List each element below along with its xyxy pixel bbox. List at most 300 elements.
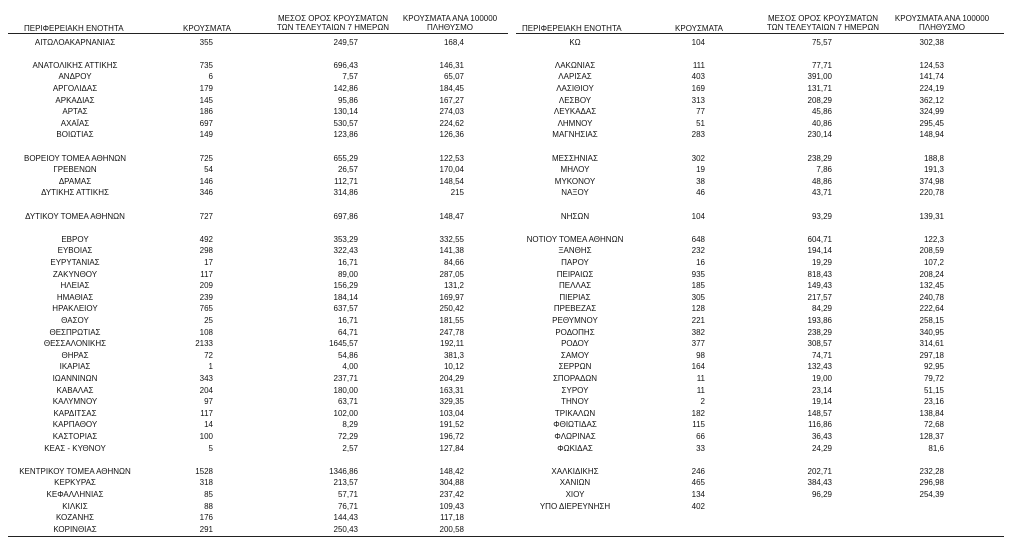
right-header-per	[884, 14, 1000, 32]
avg-value: 8,29	[342, 420, 358, 430]
per-100k-value: 148,94	[919, 130, 944, 140]
cases-value: 33	[696, 443, 705, 453]
left-header-avg-line2: ΤΩΝ ΤΕΛΕΥΤΑΙΩΝ 7 ΗΜΕΡΩΝ	[276, 23, 390, 32]
avg-value: 19,14	[811, 397, 832, 407]
cases-value: 77	[696, 107, 705, 117]
region-name: ΦΘΙΩΤΙΔΑΣ	[553, 420, 597, 430]
avg-value: 180,00	[333, 385, 358, 395]
cases-value: 402	[691, 501, 705, 511]
region-name: ΒΟΙΩΤΙΑΣ	[56, 130, 94, 140]
cases-value: 164	[691, 362, 705, 372]
table-row	[0, 385, 1010, 396]
table-row	[0, 187, 1010, 198]
cases-value: 232	[691, 246, 705, 256]
region-name: ΜΥΚΟΝΟΥ	[554, 176, 596, 186]
cases-value: 186	[199, 107, 213, 117]
cases-value: 377	[691, 339, 705, 349]
avg-value: 77,71	[811, 60, 832, 70]
cases-value: 72	[204, 350, 213, 360]
cases-value: 104	[691, 37, 705, 47]
region-name: ΦΛΩΡΙΝΑΣ	[554, 431, 596, 441]
per-100k-value: 10,12	[443, 362, 464, 372]
cases-value: 25	[204, 315, 213, 325]
table-row	[0, 327, 1010, 338]
cases-value: 51	[696, 118, 705, 128]
avg-value: 123,86	[333, 130, 358, 140]
bottom-rule	[8, 536, 1004, 537]
per-100k-value: 208,59	[919, 246, 944, 256]
cases-value: 182	[691, 408, 705, 418]
avg-value: 238,29	[807, 327, 832, 337]
table-row	[0, 153, 1010, 164]
cases-value: 355	[199, 37, 213, 47]
table-row	[0, 257, 1010, 268]
left-header-rule	[8, 33, 508, 34]
region-name: ΥΠΟ ΔΙΕΡΕΥΝΗΣΗ	[539, 501, 611, 511]
left-header-per-line1: ΚΡΟΥΣΜΑΤΑ ΑΝΑ 100000	[402, 14, 498, 23]
table-row	[0, 234, 1010, 245]
region-name: ΧΑΛΚΙΔΙΚΗΣ	[551, 466, 599, 476]
region-name: ΞΑΝΘΗΣ	[558, 246, 592, 256]
cases-value: 725	[199, 153, 213, 163]
table-row	[0, 431, 1010, 442]
per-100k-value: 107,2	[923, 257, 944, 267]
avg-value: 93,29	[811, 211, 832, 221]
region-name: ΚΑΛΥΜΝΟΥ	[52, 397, 98, 407]
avg-value: 697,86	[333, 211, 358, 221]
region-name: ΚΕΝΤΡΙΚΟΥ ΤΟΜΕΑ ΑΘΗΝΩΝ	[19, 466, 131, 476]
cases-value: 5	[208, 443, 213, 453]
per-100k-value: 191,52	[439, 420, 464, 430]
right-header-avg	[758, 14, 888, 32]
cases-value: 111	[692, 60, 705, 70]
cases-value: 117	[200, 269, 213, 279]
right-header-avg-line1: ΜΕΣΟΣ ΟΡΟΣ ΚΡΟΥΣΜΑΤΩΝ	[767, 14, 879, 23]
region-name: ΑΡΤΑΣ	[62, 107, 88, 117]
region-name: ΑΧΑΪΑΣ	[60, 118, 90, 128]
avg-value: 149,43	[807, 281, 832, 291]
cases-value: 302	[691, 153, 705, 163]
cases-value: 185	[691, 281, 705, 291]
cases-value: 38	[696, 176, 705, 186]
avg-value: 19,00	[811, 373, 832, 383]
table-row	[0, 71, 1010, 82]
table-row	[0, 419, 1010, 430]
avg-value: 308,57	[807, 339, 832, 349]
per-100k-value: 169,97	[439, 292, 464, 302]
table-row	[0, 443, 1010, 454]
avg-value: 95,86	[337, 95, 358, 105]
avg-value: 24,29	[811, 443, 832, 453]
table-row	[0, 95, 1010, 106]
avg-value: 237,71	[333, 373, 358, 383]
per-100k-value: 138,84	[919, 408, 944, 418]
per-100k-value: 131,2	[443, 281, 464, 291]
region-name: ΚΩ	[569, 37, 581, 47]
per-100k-value: 304,88	[439, 478, 464, 488]
avg-value: 76,71	[337, 501, 358, 511]
per-100k-value: 204,29	[439, 373, 464, 383]
region-name: ΕΥΡΥΤΑΝΙΑΣ	[50, 257, 100, 267]
per-100k-value: 297,18	[919, 350, 944, 360]
cases-value: 1	[208, 362, 213, 372]
cases-value: 648	[691, 234, 705, 244]
avg-value: 23,14	[811, 385, 832, 395]
cases-value: 291	[199, 524, 213, 534]
per-100k-value: 84,66	[443, 257, 464, 267]
per-100k-value: 128,37	[919, 431, 944, 441]
region-name: ΗΜΑΘΙΑΣ	[56, 292, 94, 302]
per-100k-value: 374,98	[919, 176, 944, 186]
region-name: ΑΡΚΑΔΙΑΣ	[55, 95, 95, 105]
right-header-avg-line2: ΤΩΝ ΤΕΛΕΥΤΑΙΩΝ 7 ΗΜΕΡΩΝ	[766, 23, 880, 32]
table-row	[0, 303, 1010, 314]
cases-value: 343	[199, 373, 213, 383]
cases-value: 735	[199, 60, 213, 70]
cases-value: 19	[696, 165, 705, 175]
avg-value: 64,71	[337, 327, 358, 337]
cases-value: 298	[199, 246, 213, 256]
region-name: ΠΡΕΒΕΖΑΣ	[553, 304, 597, 314]
cases-value: 145	[199, 95, 213, 105]
avg-value: 43,71	[811, 188, 832, 198]
avg-value: 217,57	[807, 292, 832, 302]
region-name: ΗΡΑΚΛΕΙΟΥ	[52, 304, 98, 314]
region-name: ΡΕΘΥΜΝΟΥ	[552, 315, 598, 325]
avg-value: 45,86	[811, 107, 832, 117]
region-name: ΤΡΙΚΑΛΩΝ	[554, 408, 596, 418]
avg-value: 26,57	[337, 165, 358, 175]
per-100k-value: 232,28	[919, 466, 944, 476]
table-row	[0, 361, 1010, 372]
region-name: ΧΑΝΙΩΝ	[559, 478, 591, 488]
region-name: ΝΑΞΟΥ	[561, 188, 589, 198]
per-100k-value: 381,3	[443, 350, 464, 360]
per-100k-value: 72,68	[923, 420, 944, 430]
cases-value: 221	[691, 315, 705, 325]
cases-value: 16	[696, 257, 705, 267]
cases-value: 134	[691, 489, 705, 499]
cases-value: 11	[696, 385, 705, 395]
per-100k-value: 51,15	[923, 385, 944, 395]
avg-value: 116,86	[808, 420, 832, 430]
cases-value: 935	[691, 269, 705, 279]
region-name: ΘΗΡΑΣ	[61, 350, 89, 360]
per-100k-value: 220,78	[919, 188, 944, 198]
table-row	[0, 501, 1010, 512]
region-name: ΑΡΓΟΛΙΔΑΣ	[52, 83, 98, 93]
region-name: ΚΟΡΙΝΘΙΑΣ	[53, 524, 97, 534]
region-name: ΡΟΔΟΠΗΣ	[555, 327, 595, 337]
cases-value: 169	[691, 83, 705, 93]
avg-value: 238,29	[807, 153, 832, 163]
per-100k-value: 170,04	[439, 165, 464, 175]
avg-value: 4,00	[342, 362, 358, 372]
table-row	[0, 176, 1010, 187]
left-header-avg-line1: ΜΕΣΟΣ ΟΡΟΣ ΚΡΟΥΣΜΑΤΩΝ	[277, 14, 389, 23]
table-row	[0, 129, 1010, 140]
cases-value: 11	[696, 373, 705, 383]
avg-value: 391,00	[807, 72, 832, 82]
avg-value: 63,71	[337, 397, 358, 407]
region-name: ΚΕΡΚΥΡΑΣ	[54, 478, 96, 488]
avg-value: 57,71	[337, 489, 358, 499]
per-100k-value: 296,98	[919, 478, 944, 488]
avg-value: 530,57	[333, 118, 358, 128]
per-100k-value: 163,31	[439, 385, 464, 395]
avg-value: 353,29	[333, 234, 358, 244]
avg-value: 74,71	[811, 350, 832, 360]
cases-value: 2	[700, 397, 705, 407]
region-name: ΙΩΑΝΝΙΝΩΝ	[52, 373, 98, 383]
region-name: ΑΙΤΩΛΟΑΚΑΡΝΑΝΙΑΣ	[34, 37, 116, 47]
cases-value: 209	[199, 281, 213, 291]
avg-value: 604,71	[807, 234, 832, 244]
avg-value: 54,86	[337, 350, 358, 360]
avg-value: 202,71	[807, 466, 832, 476]
avg-value: 112,71	[334, 176, 358, 186]
region-name: ΕΥΒΟΙΑΣ	[57, 246, 93, 256]
region-name: ΜΑΓΝΗΣΙΑΣ	[552, 130, 598, 140]
cases-value: 46	[696, 188, 705, 198]
avg-value: 213,57	[333, 478, 358, 488]
cases-value: 697	[199, 118, 213, 128]
per-100k-value: 254,39	[919, 489, 944, 499]
table-row	[0, 211, 1010, 222]
per-100k-value: 237,42	[439, 489, 464, 499]
table-row	[0, 524, 1010, 535]
cases-value: 85	[204, 489, 213, 499]
cases-value: 128	[691, 304, 705, 314]
region-name: ΚΑΡΠΑΘΟΥ	[52, 420, 98, 430]
cases-value: 239	[199, 292, 213, 302]
region-name: ΝΟΤΙΟΥ ΤΟΜΕΑ ΑΘΗΝΩΝ	[526, 234, 624, 244]
per-100k-value: 188,8	[923, 153, 944, 163]
per-100k-value: 222,64	[919, 304, 944, 314]
avg-value: 156,29	[333, 281, 358, 291]
region-name: ΣΠΟΡΑΔΩΝ	[552, 373, 598, 383]
per-100k-value: 122,53	[439, 153, 464, 163]
cases-value: 318	[199, 478, 213, 488]
region-name: ΛΑΣΙΘΙΟΥ	[556, 83, 594, 93]
avg-value: 132,43	[807, 362, 832, 372]
region-name: ΛΑΚΩΝΙΑΣ	[554, 60, 596, 70]
per-100k-value: 340,95	[919, 327, 944, 337]
region-name: ΔΥΤΙΚΟΥ ΤΟΜΕΑ ΑΘΗΝΩΝ	[25, 211, 125, 221]
table-row	[0, 37, 1010, 48]
region-name: ΛΗΜΝΟΥ	[557, 118, 593, 128]
cases-value: 176	[199, 513, 213, 523]
cases-value: 117	[200, 408, 213, 418]
region-name: ΠΕΙΡΑΙΩΣ	[556, 269, 594, 279]
cases-value: 104	[691, 211, 705, 221]
per-100k-value: 117,18	[440, 513, 464, 523]
per-100k-value: 168,4	[443, 37, 464, 47]
right-header-per-line1: ΚΡΟΥΣΜΑΤΑ ΑΝΑ 100000	[894, 14, 990, 23]
per-100k-value: 208,24	[919, 269, 944, 279]
avg-value: 148,57	[807, 408, 832, 418]
right-header-per-line2: ΠΛΗΘΥΣΜΟ	[918, 23, 966, 32]
avg-value: 40,86	[811, 118, 832, 128]
region-name: ΒΟΡΕΙΟΥ ΤΟΜΕΑ ΑΘΗΝΩΝ	[23, 153, 127, 163]
region-name: ΔΡΑΜΑΣ	[58, 176, 92, 186]
per-100k-value: 127,84	[439, 443, 464, 453]
per-100k-value: 250,42	[439, 304, 464, 314]
avg-value: 75,57	[811, 37, 832, 47]
per-100k-value: 126,36	[439, 130, 464, 140]
cases-value: 149	[199, 130, 213, 140]
region-name: ΛΕΥΚΑΔΑΣ	[553, 107, 597, 117]
cases-value: 765	[199, 304, 213, 314]
per-100k-value: 314,61	[919, 339, 944, 349]
per-100k-value: 65,07	[443, 72, 464, 82]
left-header-cases: ΚΡΟΥΣΜΑΤΑ	[183, 24, 231, 33]
avg-value: 250,43	[333, 524, 358, 534]
region-name: ΙΚΑΡΙΑΣ	[59, 362, 91, 372]
avg-value: 7,57	[342, 72, 358, 82]
region-name: ΧΙΟΥ	[565, 489, 585, 499]
per-100k-value: 302,38	[919, 37, 944, 47]
per-100k-value: 141,74	[919, 72, 944, 82]
region-name: ΣΥΡΟΥ	[561, 385, 589, 395]
avg-value: 2,57	[342, 443, 358, 453]
region-name: ΖΑΚΥΝΘΟΥ	[52, 269, 98, 279]
per-100k-value: 191,3	[923, 165, 944, 175]
per-100k-value: 200,58	[439, 524, 464, 534]
region-name: ΛΑΡΙΣΑΣ	[558, 72, 592, 82]
cases-value: 100	[199, 431, 213, 441]
per-100k-value: 92,95	[923, 362, 944, 372]
cases-value: 14	[204, 420, 213, 430]
avg-value: 1346,86	[329, 466, 358, 476]
region-name: ΜΗΛΟΥ	[560, 165, 590, 175]
region-name: ΦΩΚΙΔΑΣ	[557, 443, 593, 453]
cases-value: 727	[199, 211, 213, 221]
region-name: ΘΑΣΟΥ	[61, 315, 89, 325]
region-name: ΝΗΣΩΝ	[560, 211, 590, 221]
cases-value: 115	[692, 420, 705, 430]
per-100k-value: 141,38	[439, 246, 464, 256]
table-row	[0, 338, 1010, 349]
table-row	[0, 292, 1010, 303]
table-row	[0, 396, 1010, 407]
per-100k-value: 23,16	[923, 397, 944, 407]
region-name: ΕΒΡΟΥ	[61, 234, 89, 244]
cases-value: 66	[696, 431, 705, 441]
cases-value: 17	[204, 257, 213, 267]
cases-value: 108	[199, 327, 213, 337]
region-name: ΠΕΛΛΑΣ	[558, 281, 592, 291]
table-row	[0, 280, 1010, 291]
region-name: ΗΛΕΙΑΣ	[60, 281, 90, 291]
table-row	[0, 489, 1010, 500]
region-name: ΣΑΜΟΥ	[560, 350, 590, 360]
cases-value: 97	[204, 397, 213, 407]
region-name: ΚΑΒΑΛΑΣ	[56, 385, 94, 395]
cases-value: 1528	[195, 466, 213, 476]
table-row	[0, 408, 1010, 419]
left-header-per-line2: ΠΛΗΘΥΣΜΟ	[426, 23, 474, 32]
region-name: ΘΕΣΠΡΩΤΙΑΣ	[49, 327, 101, 337]
per-100k-value: 124,53	[919, 60, 944, 70]
avg-value: 36,43	[811, 431, 832, 441]
left-header-avg	[268, 14, 398, 32]
avg-value: 48,86	[811, 176, 832, 186]
table-row	[0, 512, 1010, 523]
region-name: ΚΑΣΤΟΡΙΑΣ	[52, 431, 98, 441]
table-row	[0, 245, 1010, 256]
per-100k-value: 295,45	[919, 118, 944, 128]
region-name: ΣΕΡΡΩΝ	[558, 362, 592, 372]
cases-value: 88	[204, 501, 213, 511]
avg-value: 19,29	[811, 257, 832, 267]
table-row	[0, 269, 1010, 280]
avg-value: 184,14	[333, 292, 358, 302]
avg-value: 193,86	[807, 315, 832, 325]
avg-value: 314,86	[333, 188, 358, 198]
per-100k-value: 332,55	[439, 234, 464, 244]
per-100k-value: 132,45	[919, 281, 944, 291]
table-row	[0, 350, 1010, 361]
per-100k-value: 122,3	[923, 234, 944, 244]
per-100k-value: 148,42	[439, 466, 464, 476]
cases-value: 2133	[195, 339, 213, 349]
avg-value: 655,29	[333, 153, 358, 163]
table-row	[0, 477, 1010, 488]
avg-value: 16,71	[337, 315, 358, 325]
cases-value: 382	[691, 327, 705, 337]
table-row	[0, 60, 1010, 71]
region-name: ΡΟΔΟΥ	[561, 339, 589, 349]
right-header-region: ΠΕΡΙΦΕΡΕΙΑΚΗ ΕΝΟΤΗΤΑ	[522, 24, 622, 33]
avg-value: 230,14	[807, 130, 832, 140]
avg-value: 384,43	[807, 478, 832, 488]
per-100k-value: 196,72	[439, 431, 464, 441]
right-header-rule	[516, 33, 1004, 34]
avg-value: 1645,57	[329, 339, 358, 349]
table-row	[0, 373, 1010, 384]
cases-value: 6	[208, 72, 213, 82]
region-name: ΚΙΛΚΙΣ	[62, 501, 88, 511]
avg-value: 208,29	[807, 95, 832, 105]
region-name: ΚΟΖΑΝΗΣ	[55, 513, 95, 523]
table-row	[0, 106, 1010, 117]
per-100k-value: 215	[450, 188, 464, 198]
avg-value: 16,71	[337, 257, 358, 267]
cases-value: 146	[199, 176, 213, 186]
per-100k-value: 181,55	[439, 315, 464, 325]
per-100k-value: 258,15	[919, 315, 944, 325]
avg-value: 144,43	[333, 513, 358, 523]
region-name: ΑΝΑΤΟΛΙΚΗΣ ΑΤΤΙΚΗΣ	[32, 60, 118, 70]
per-100k-value: 167,27	[439, 95, 464, 105]
per-100k-value: 184,45	[439, 83, 464, 93]
avg-value: 696,43	[333, 60, 358, 70]
avg-value: 130,14	[333, 107, 358, 117]
per-100k-value: 274,03	[439, 107, 464, 117]
per-100k-value: 79,72	[923, 373, 944, 383]
per-100k-value: 139,31	[919, 211, 944, 221]
per-100k-value: 362,12	[919, 95, 944, 105]
per-100k-value: 81,6	[928, 443, 944, 453]
table-row	[0, 466, 1010, 477]
avg-value: 142,86	[333, 83, 358, 93]
per-100k-value: 109,43	[439, 501, 464, 511]
cases-value: 179	[199, 83, 213, 93]
right-header-cases: ΚΡΟΥΣΜΑΤΑ	[675, 24, 723, 33]
cases-value: 346	[199, 188, 213, 198]
region-name: ΔΥΤΙΚΗΣ ΑΤΤΙΚΗΣ	[41, 188, 109, 198]
